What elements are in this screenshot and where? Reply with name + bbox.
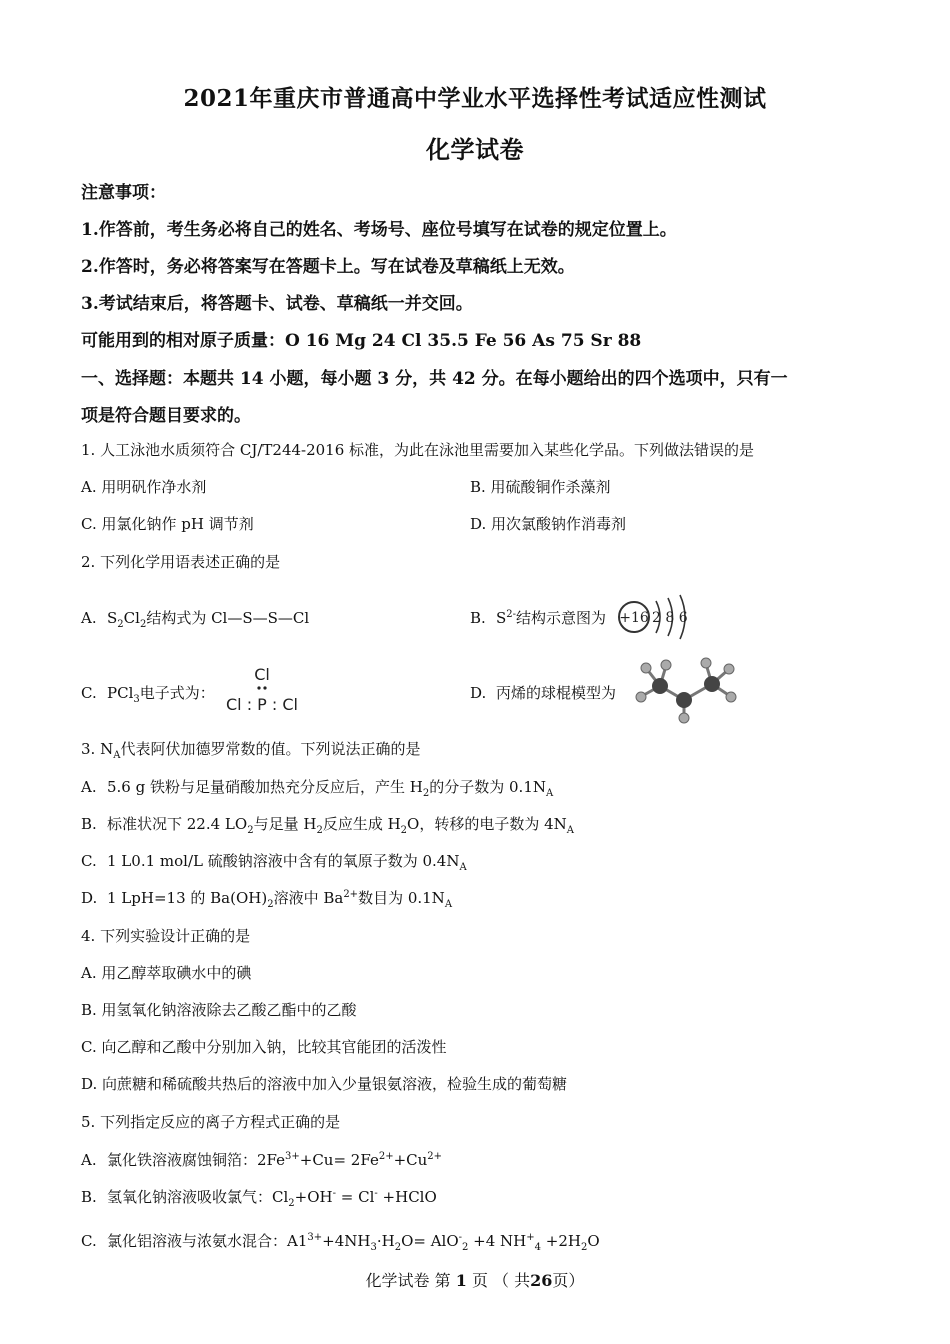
nucleus-label: +16 <box>619 610 649 626</box>
p-cl-row: Cl : P : Cl <box>225 695 299 714</box>
q5-b-tail: = Cl <box>336 1188 375 1206</box>
q3-a-text: 5.6 g 铁粉与足量硝酸加热充分反应后，产生 H <box>107 778 423 796</box>
q3-d-mid: 溶液中 Ba <box>273 889 344 907</box>
q4-option-a: A. 用乙醇萃取碘水中的碘 <box>81 964 252 982</box>
q2-b-text: 结构示意图为 <box>516 609 607 627</box>
notice-item-2: 2.作答时，务必将答案写在答题卡上。写在试卷及草稿纸上无效。 <box>81 257 575 277</box>
notice-item-1: 1.作答前，考生务必将自己的姓名、考场号、座位号填写在试卷的规定位置上。 <box>81 220 677 240</box>
section-heading-line2: 项是符合题目要求的。 <box>81 406 251 426</box>
q5-option-c: C. 氯化铝溶液与浓氨水混合：$A1^{3+}+4NH_3\cdot H_2O= AlO^-_2 +4$ $NH^+_4 +2H_2O$ <box>81 1232 600 1253</box>
footer-page-number: 1 <box>455 1271 467 1290</box>
option-label: D. <box>470 684 487 702</box>
option-label: A. <box>81 778 97 796</box>
q4-option-b: B. 用氢氧化钠溶液除去乙酸乙酯中的乙酸 <box>81 1001 357 1019</box>
notice-item-3: 3.考试结束后，将答题卡、试卷、草稿纸一并交回。 <box>81 294 473 314</box>
q5-c-mid: +4NH <box>322 1232 371 1250</box>
q1-stem: 1. 人工泳池水质须符合 CJ/T244-2016 标准，为此在泳池里需要加入某些化学品。下列做法错误的是 <box>81 441 755 459</box>
q2-stem: 2. 下列化学用语表述正确的是 <box>81 553 281 571</box>
propene-model-icon <box>632 656 740 722</box>
page-title: 2021年重庆市普通高中学业水平选择性考试适应性测试 <box>183 85 767 112</box>
q5-b-text: 氢氧化钠溶液吸收氯气：Cl <box>107 1188 289 1206</box>
option-label: C. <box>81 1232 97 1250</box>
option-label: A. <box>81 609 97 627</box>
q3-b-text: 标准状况下 22.4 LO <box>107 815 248 833</box>
q3-d-text: 1 LpH=13 的 Ba(OH) <box>107 889 268 907</box>
atomic-masses: 可能用到的相对原子质量：O 16 Mg 24 Cl 35.5 Fe 56 As 75 Sr 88 <box>81 331 642 351</box>
q2-a-text: 结构式为 Cl—S—S—Cl <box>146 609 310 627</box>
q3-d-tail: 数目为 0.1N <box>358 889 445 907</box>
q3-b-mid2: 反应生成 H <box>322 815 401 833</box>
q5-c-mid4: +4 NH <box>468 1232 527 1250</box>
page-subtitle: 化学试卷 <box>426 135 524 164</box>
q3-c-text: 1 L0.1 mol/L 硫酸钠溶液中含有的氧原子数为 0.4N <box>107 852 460 870</box>
q3-option-c: C. 1 L0.1 mol/L 硫酸钠溶液中含有的氧原子数为 $0.4N_A$ <box>81 852 467 873</box>
q5-c-end: O <box>587 1232 600 1250</box>
q3-option-b: B. 标准状况下 22.4 $LO_2$与足量 $H_2$反应生成 $H_2O$，转移的电子数为 $4N_A$ <box>81 815 575 836</box>
option-label: C. <box>81 684 97 702</box>
top-cl: Cl <box>254 665 270 684</box>
q4-option-c: C. 向乙醇和乙酸中分别加入钠，比较其官能团的活泼性 <box>81 1038 447 1056</box>
q1-option-c: C. 用氯化钠作 pH 调节剂 <box>81 515 254 533</box>
pcl3-electron-dot <box>222 662 312 714</box>
q5-option-a: A. 氯化铁溶液腐蚀铜箔：$2Fe^{3+}+Cu= 2Fe^{2+}+Cu^{2+}$ <box>81 1151 443 1169</box>
q2-option-a: A. $S_2Cl_2$结构式为 Cl—S—S—Cl <box>81 609 310 630</box>
q1-option-a: A. 用明矾作净水剂 <box>81 478 207 496</box>
q4-option-d: D. 向蔗糖和稀硫酸共热后的溶液中加入少量银氨溶液，检验生成的葡萄糖 <box>81 1075 568 1093</box>
shell-numbers: 2 8 6 <box>652 610 688 626</box>
notice-heading: 注意事项： <box>81 183 166 203</box>
q5-c-tail: +2H <box>541 1232 581 1250</box>
option-label: C. <box>81 852 97 870</box>
q3-b-tail: O，转移的电子数为 4N <box>407 815 567 833</box>
q3-option-a: A. 5.6 g 铁粉与足量硝酸加热充分反应后，产生 $H_2$的分子数为 $0.1N_A$ <box>81 778 554 799</box>
q2-option-b: B. $S^{2-}$结构示意图为 <box>470 609 607 627</box>
q5-a-text: 氯化铁溶液腐蚀铜箔：2Fe <box>107 1151 286 1169</box>
q1-option-b: B. 用硫酸铜作杀藻剂 <box>470 478 611 496</box>
q5-a-mid: +Cu= 2Fe <box>299 1151 379 1169</box>
q5-stem: 5. 下列指定反应的离子方程式正确的是 <box>81 1113 341 1131</box>
q2-d-text: 丙烯的球棍模型为 <box>496 684 617 702</box>
q2-option-c: C. PCl$_3$电子式为： <box>81 684 215 705</box>
q5-c-text: 氯化铝溶液与浓氨水混合：A1 <box>107 1232 308 1250</box>
option-label: B. <box>81 1188 97 1206</box>
q5-c-mid2: ·H <box>376 1232 395 1250</box>
footer-total-pages: 26 <box>530 1271 553 1290</box>
q3-stem: 3. $N_A$代表阿伏加德罗常数的值。下列说法正确的是 <box>81 740 421 761</box>
page-footer <box>0 1268 950 1291</box>
footer-mid: 页 （ 共 <box>471 1271 531 1290</box>
option-label: B. <box>81 815 97 833</box>
q3-stem-text: 代表阿伏加德罗常数的值。下列说法正确的是 <box>120 740 421 758</box>
option-label: A. <box>81 1151 97 1169</box>
option-label: D. <box>81 889 98 907</box>
q3-a-tail: 的分子数为 0.1N <box>429 778 546 796</box>
q5-c-mid3: O= AlO <box>401 1232 459 1250</box>
footer-right: 页） <box>552 1271 585 1290</box>
q5-option-b: B. 氢氧化钠溶液吸收氯气：$Cl_2+OH^- = Cl^-$ +HClO <box>81 1188 437 1209</box>
q1-option-d: D. 用次氯酸钠作消毒剂 <box>470 515 627 533</box>
q5-b-end: +HClO <box>377 1188 437 1206</box>
option-label: B. <box>470 609 486 627</box>
q3-b-mid: 与足量 H <box>253 815 317 833</box>
q3-option-d: D. 1 LpH=13 的 $Ba(OH)_2$溶液中 $Ba^{2+}$数目为 $0.1N_A$ <box>81 889 453 910</box>
sulfur-ion-diagram <box>616 594 696 640</box>
q2-option-d <box>470 682 616 703</box>
section-heading-line1: 一、选择题：本题共 14 小题，每小题 3 分，共 42 分。在每小题给出的四个选项中，只有一 <box>81 369 788 389</box>
q5-a-tail: +Cu <box>393 1151 428 1169</box>
q4-stem: 4. 下列实验设计正确的是 <box>81 927 251 945</box>
q5-b-mid: +OH <box>294 1188 333 1206</box>
q2-c-text: 电子式为： <box>139 684 215 702</box>
footer-left: 化学试卷 第 <box>365 1271 451 1290</box>
